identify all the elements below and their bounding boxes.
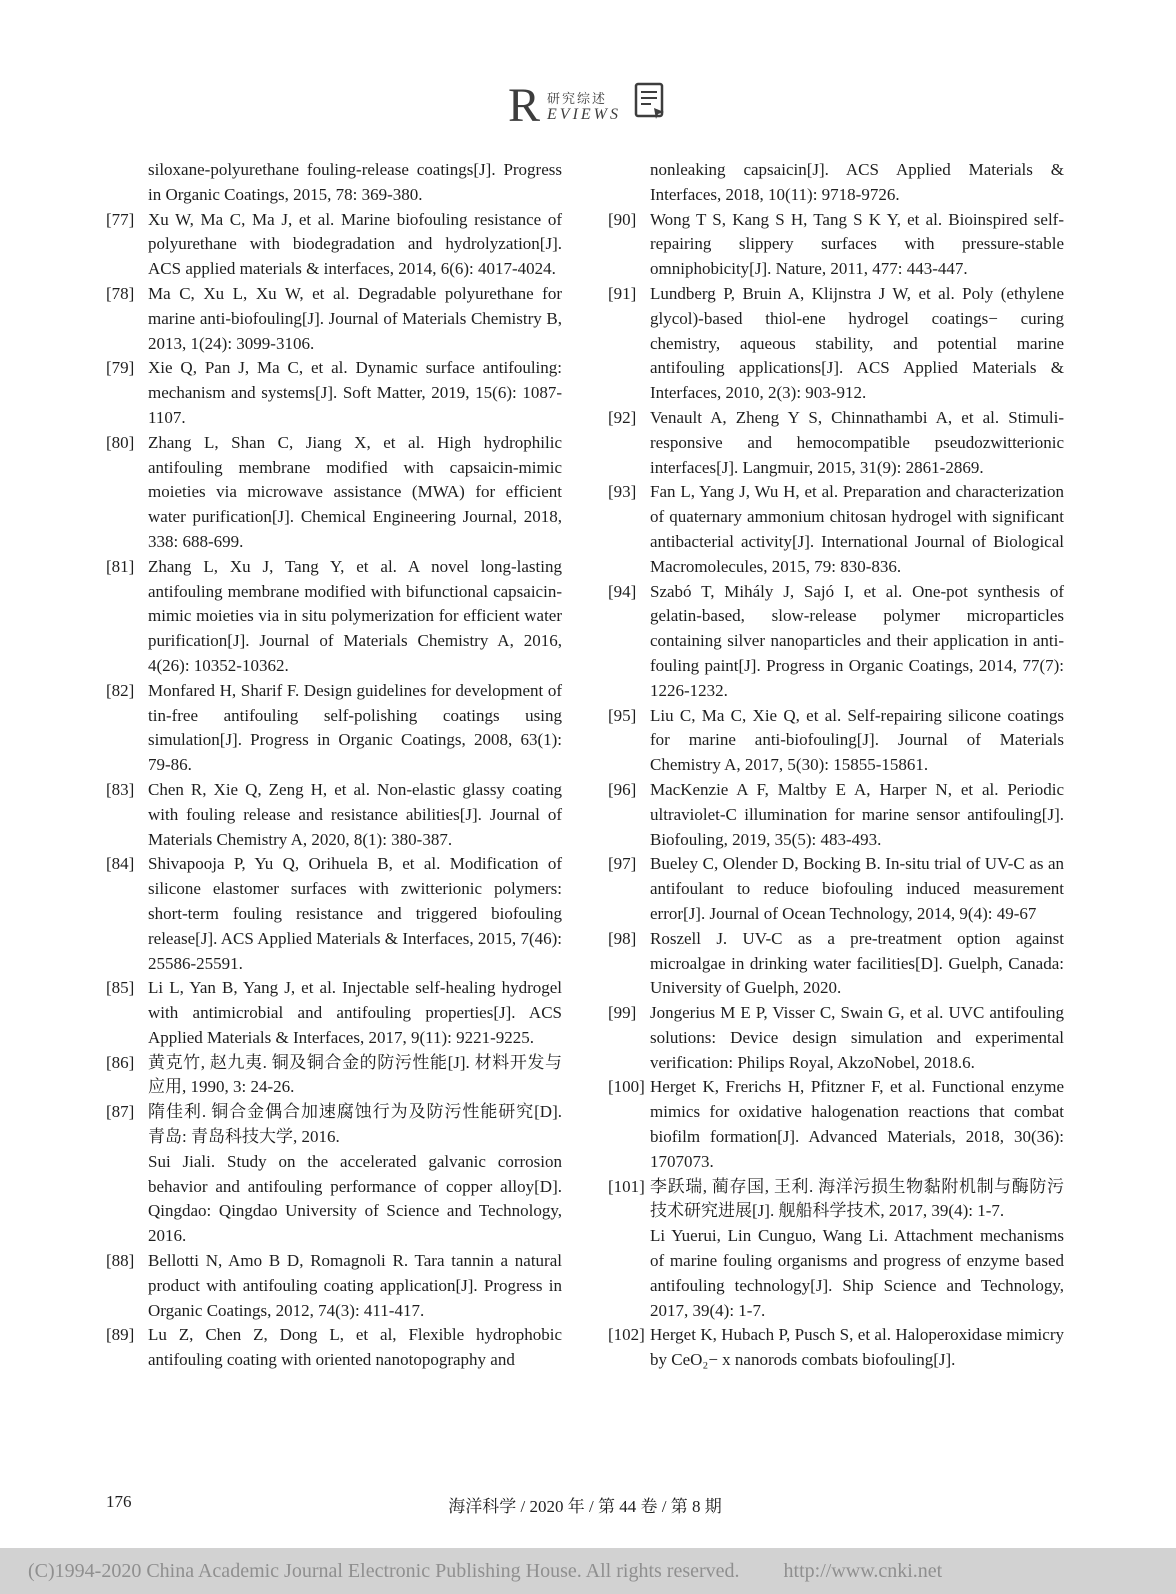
- reference-text: Herget K, Hubach P, Pusch S, et al. Haloperoxidase mimicry by CeO₂− x nanorods combats biofouling[J].: [650, 1325, 1064, 1370]
- reference-item: [608, 480, 1064, 579]
- reference-text: Lu Z, Chen Z, Dong L, et al, Flexible hydrophobic antifouling coating with oriented nanotopography and: [148, 1325, 562, 1370]
- reference-text: Xu W, Ma C, Ma J, et al. Marine biofouling resistance of polyurethane with biodegradation and hydrolyzation[J]. ACS applied materials & interfaces, 2014, 6(6): 4017-4024.: [148, 209, 562, 279]
- reference-label: [78]: [106, 283, 135, 303]
- reference-label: [90]: [608, 209, 637, 229]
- reference-text: Bellotti N, Amo B D, Romagnoli R. Tara tannin a natural product with antifouling coating application[J]. Progress in Organic Coatings, 2012, 74(3): 411-417.: [148, 1251, 562, 1320]
- reference-item: [608, 282, 1064, 406]
- page-number: 176: [106, 1492, 132, 1511]
- document-page-icon: [632, 82, 668, 125]
- reference-item: [608, 1075, 1064, 1174]
- reference-text: nonleaking capsaicin[J]. ACS Applied Materials & Interfaces, 2018, 10(11): 9718-9726.: [650, 160, 1064, 204]
- logo-text-stack: [547, 91, 621, 125]
- reference-text: Monfared H, Sharif F. Design guidelines for development of tin-free antifouling self-polishing coatings using simulation[J]. Progress in Organic Coatings, 2008, 63(1): 79-86.: [148, 680, 562, 775]
- journal-citation-line: 海洋科学 / 2020 年 / 第 44 卷 / 第 8 期: [448, 1497, 722, 1516]
- reference-label: [89]: [106, 1325, 135, 1345]
- reference-item: [608, 406, 1064, 480]
- reference-item: [106, 1051, 562, 1101]
- reference-text: Roszell J. UV-C as a pre-treatment option against microalgae in drinking water facilities[D]. Guelph, Canada: University of Guelph, 2020.: [650, 928, 1064, 998]
- reference-item: [106, 208, 562, 282]
- page-footer: [106, 1492, 1064, 1518]
- journal-section-logo: [0, 78, 1176, 132]
- logo-chinese-label: 研究综述: [547, 90, 608, 106]
- reference-item: [608, 1001, 1064, 1075]
- reference-label: [77]: [106, 209, 135, 229]
- reference-item: [106, 1100, 562, 1249]
- logo-english-label: EVIEWS: [547, 106, 621, 124]
- reference-item: [106, 679, 562, 778]
- reference-text: Jongerius M E P, Visser C, Swain G, et al. UVC antifouling solutions: Device design simulation and experimental verification: Philips Royal, AkzoNobel, 2018.6.: [650, 1003, 1064, 1072]
- reference-item: [608, 852, 1064, 926]
- reference-item: [608, 1175, 1064, 1324]
- reference-text: Zhang L, Xu J, Tang Y, et al. A novel long-lasting antifouling membrane modified with bifunctional capsaicin-mimic moieties via in situ polymerization for efficient water purification[J]. Journal of Materials Chemistry A, 2016, 4(26): 10352-10362.: [148, 556, 562, 675]
- copyright-bar: [0, 1548, 1176, 1594]
- reference-text: Wong T S, Kang S H, Tang S K Y, et al. Bioinspired self-repairing slippery surfaces with pressure-stable omniphobicity[J]. Nature, 2011, 477: 443-447.: [650, 209, 1064, 279]
- reference-text: Ma C, Xu L, Xu W, et al. Degradable polyurethane for marine anti-biofouling[J]. Journal of Materials Chemistry B, 2013, 1(24): 3099-3106.: [148, 283, 562, 353]
- reference-text: Herget K, Frerichs H, Pfitzner F, et al. Functional enzyme mimics for oxidative halogenation reactions that combat biofilm formation[J]. Advanced Materials, 2018, 30(36): 1707073.: [650, 1077, 1064, 1171]
- reference-text: 李跃瑞, 蔺存国, 王利. 海洋污损生物黏附机制与酶防污技术研究进展[J]. 舰船科学技术, 2017, 39(4): 1-7.: [650, 1176, 1064, 1221]
- reference-text: Shivapooja P, Yu Q, Orihuela B, et al. Modification of silicone elastomer surfaces with zwitterionic polymers: short-term fouling resistance and triggered biofouling release[J]. ACS Applied Materials & Interfaces, 2015, 7(46): 25586-25591.: [148, 854, 562, 973]
- reference-label: [101]: [608, 1176, 645, 1196]
- reference-item: [106, 555, 562, 679]
- reference-item: [106, 431, 562, 555]
- reference-text: Chen R, Xie Q, Zeng H, et al. Non-elastic glassy coating with fouling release and resistance abilities[J]. Journal of Materials Chemistry A, 2020, 8(1): 380-387.: [148, 779, 562, 849]
- reference-item: [106, 356, 562, 430]
- reference-item: [608, 158, 1064, 208]
- reference-text: 隋佳利. 铜合金偶合加速腐蚀行为及防污性能研究[D]. 青岛: 青岛科技大学, 2016.: [148, 1102, 562, 1147]
- reference-label: [100]: [608, 1077, 645, 1097]
- reference-text: Liu C, Ma C, Xie Q, et al. Self-repairing silicone coatings for marine anti-biofouling[J]. Journal of Materials Chemistry A, 2017, 5(30): 15855-15861.: [650, 705, 1064, 775]
- reference-label: [91]: [608, 283, 637, 303]
- reference-text: Fan L, Yang J, Wu H, et al. Preparation and characterization of quaternary ammonium chitosan hydrogel with significant antibacterial activity[J]. International Journal of Biological Macromolecules, 2015, 79: 830-836.: [650, 482, 1064, 576]
- reference-label: [93]: [608, 482, 637, 502]
- reference-text: Lundberg P, Bruin A, Klijnstra J W, et al. Poly (ethylene glycol)-based thiol-ene hydrogel coatings− curing chemistry, aqueous stability, and potential marine antifouling applications[J]. ACS Applied Materials & Interfaces, 2010, 2(3): 903-912.: [650, 283, 1064, 403]
- reference-label: [98]: [608, 928, 637, 948]
- reference-item: [106, 158, 562, 208]
- reference-label: [83]: [106, 779, 135, 799]
- reference-text: Zhang L, Shan C, Jiang X, et al. High hydrophilic antifouling membrane modified with capsaicin-mimic moieties via microwave assistance (MWA) for efficient water purification[J]. Chemical Engineering Journal, 2018, 338: 688-699.: [148, 432, 562, 551]
- reference-text: Bueley C, Olender D, Bocking B. In-situ trial of UV-C as an antifoulant to reduce biofouling induced measurement error[J]. Journal of Ocean Technology, 2014, 9(4): 49-67: [650, 854, 1064, 923]
- reference-item: [608, 208, 1064, 282]
- copyright-notice: (C)1994-2020 China Academic Journal Electronic Publishing House. All rights reserved.: [28, 1559, 740, 1582]
- reference-text: Szabó T, Mihály J, Sajó I, et al. One-pot synthesis of gelatin-based, slow-release polymer microparticles containing silver nanoparticles and their application in anti-fouling paint[J]. Progress in Organic Coatings, 2014, 77(7): 1226-1232.: [650, 581, 1064, 700]
- reference-text: siloxane-polyurethane fouling-release coatings[J]. Progress in Organic Coatings, 2015, 78: 369-380.: [148, 160, 562, 204]
- reference-item: [608, 580, 1064, 704]
- reference-label: [81]: [106, 556, 135, 576]
- reference-label: [96]: [608, 779, 637, 799]
- reference-text: 黄克竹, 赵九夷. 铜及铜合金的防污性能[J]. 材料开发与应用, 1990, 3: 24-26.: [148, 1052, 562, 1097]
- reference-text: Sui Jiali. Study on the accelerated galvanic corrosion behavior and antifouling performance of copper alloy[D]. Qingdao: Qingdao University of Science and Technology, 2016.: [148, 1151, 562, 1246]
- reference-label: [82]: [106, 680, 135, 700]
- reference-text: MacKenzie A F, Maltby E A, Harper N, et al. Periodic ultraviolet-C illumination for marine sensor antifouling[J]. Biofouling, 2019, 35(5): 483-493.: [650, 779, 1064, 849]
- reference-item: [106, 778, 562, 852]
- cnki-url: http://www.cnki.net: [783, 1559, 943, 1582]
- reference-item: [608, 778, 1064, 852]
- reference-text: Xie Q, Pan J, Ma C, et al. Dynamic surface antifouling: mechanism and systems[J]. Soft Matter, 2019, 15(6): 1087-1107.: [148, 358, 562, 427]
- reference-label: [79]: [106, 358, 135, 378]
- reference-label: [92]: [608, 407, 637, 427]
- reference-item: [106, 1323, 562, 1373]
- reference-text: Venault A, Zheng Y S, Chinnathambi A, et al. Stimuli-responsive and hemocompatible pseudozwitterionic interfaces[J]. Langmuir, 2015, 31(9): 2861-2869.: [650, 407, 1064, 477]
- reference-label: [84]: [106, 854, 135, 874]
- references-right-column: [608, 158, 1064, 1373]
- logo-letter-r: R: [508, 78, 541, 132]
- reference-item: [608, 704, 1064, 778]
- reference-text: Li L, Yan B, Yang J, et al. Injectable self-healing hydrogel with antimicrobial and antifouling properties[J]. ACS Applied Materials & Interfaces, 2017, 9(11): 9221-9225.: [148, 978, 562, 1047]
- reference-item: [106, 1249, 562, 1323]
- reference-label: [86]: [106, 1052, 135, 1072]
- reference-label: [94]: [608, 581, 637, 601]
- reference-item: [106, 282, 562, 356]
- references-left-column: [106, 158, 562, 1373]
- reference-label: [88]: [106, 1251, 135, 1271]
- reference-label: [87]: [106, 1102, 135, 1122]
- reference-label: [95]: [608, 705, 637, 725]
- reference-label: [85]: [106, 978, 135, 998]
- reference-label: [99]: [608, 1003, 637, 1023]
- reference-item: [106, 852, 562, 976]
- reference-item: [106, 976, 562, 1050]
- reference-text: Li Yuerui, Lin Cunguo, Wang Li. Attachment mechanisms of marine fouling organisms and progress of enzyme based antifouling technology[J]. Ship Science and Technology, 2017, 39(4): 1-7.: [650, 1226, 1064, 1320]
- references-section: [106, 158, 1064, 1373]
- reference-label: [102]: [608, 1325, 645, 1345]
- reference-label: [80]: [106, 432, 135, 452]
- reference-item: [608, 1323, 1064, 1373]
- reference-label: [97]: [608, 854, 637, 874]
- reference-item: [608, 927, 1064, 1001]
